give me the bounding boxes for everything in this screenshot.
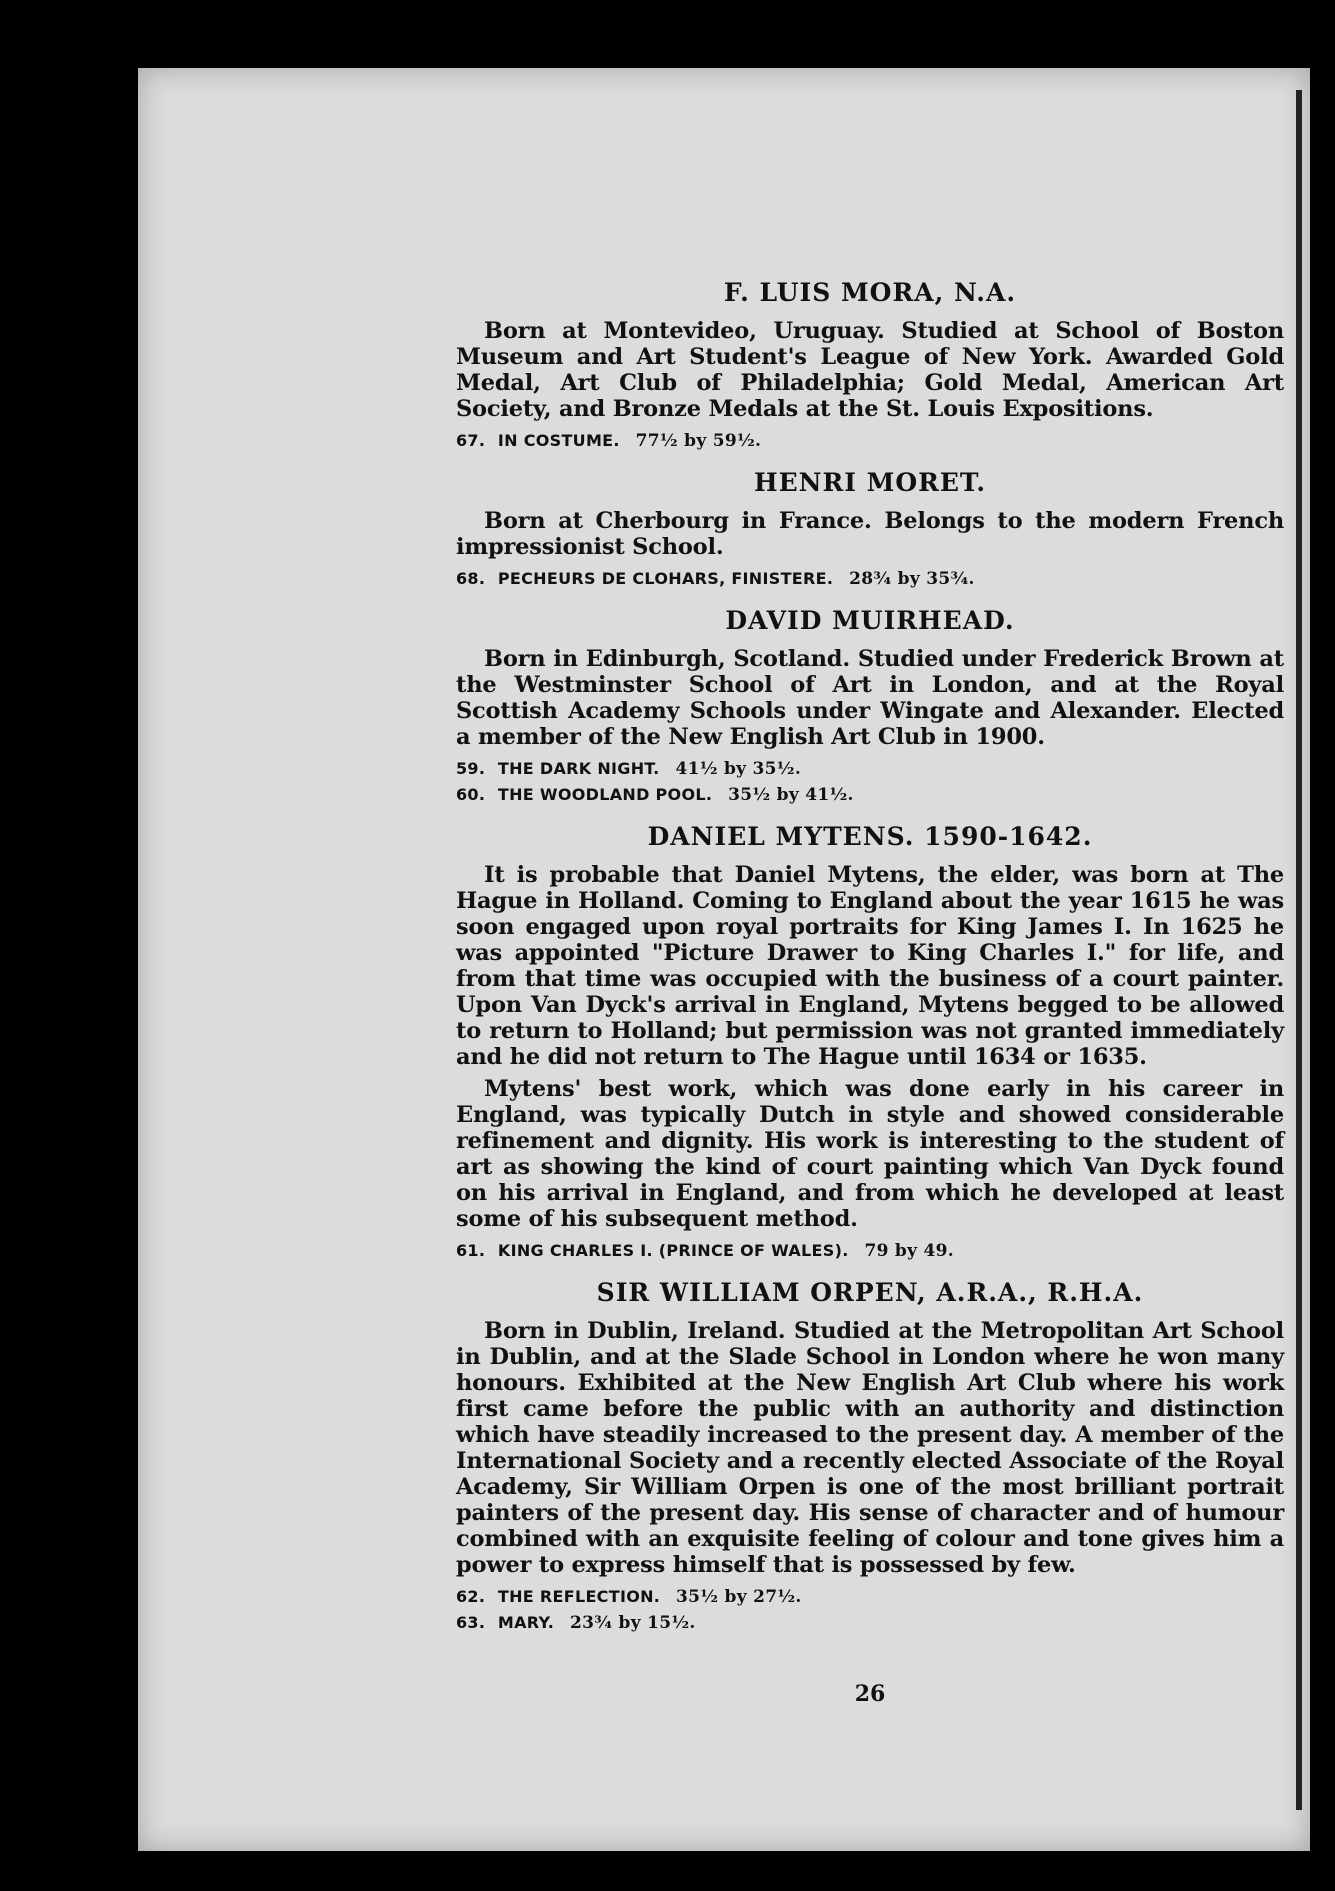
artist-entry-mora <box>456 278 1284 454</box>
artist-bio: Born at Cherbourg in France. Belongs to the modern French impressionist School. <box>456 508 1284 560</box>
work-number: 63. <box>456 1613 486 1632</box>
work-number: 61. <box>456 1241 486 1260</box>
work-title: THE WOODLAND POOL. <box>497 785 713 804</box>
work-item <box>456 782 1284 808</box>
catalog-page <box>138 68 1310 1851</box>
work-title: THE REFLECTION. <box>497 1587 661 1606</box>
artist-name: F. LUIS MORA, N.A. <box>723 278 1017 307</box>
page-content <box>456 278 1284 1707</box>
works-list <box>456 428 1284 454</box>
work-title: THE DARK NIGHT. <box>497 759 660 778</box>
work-item <box>456 428 1284 454</box>
works-list <box>456 756 1284 808</box>
work-item <box>456 1584 1284 1610</box>
work-dimensions: 35½ by 41½. <box>728 785 854 805</box>
works-list <box>456 566 1284 592</box>
artist-name: DANIEL MYTENS. 1590-1642. <box>647 822 1093 851</box>
works-list <box>456 1584 1284 1636</box>
work-item <box>456 756 1284 782</box>
work-number: 62. <box>456 1587 486 1606</box>
work-dimensions: 28¾ by 35¾. <box>849 569 975 589</box>
work-item <box>456 1238 1284 1264</box>
work-title: KING CHARLES I. (PRINCE OF WALES). <box>497 1241 849 1260</box>
artist-bio: Born at Montevideo, Uruguay. Studied at School of Boston Museum and Art Student's League of New York. Awarded Gold Medal, Art Club of Philadelphia; Gold Medal, American Art Society, and Bronze Medals at the St. Louis Expositions. <box>456 318 1284 422</box>
artist-bio: Born in Dublin, Ireland. Studied at the Metropolitan Art School in Dublin, and at the Slade School in London where he won many honours. Exhibited at the New English Art Club where his work first came before the public with an authority and distinction which have steadily increased to the present day. A member of the International Society and a recently elected Associate of the Royal Academy, Sir William Orpen is one of the most brilliant portrait painters of the present day. His sense of character and of humour combined with an exquisite feeling of colour and tone gives him a power to express himself that is possessed by few. <box>456 1318 1284 1578</box>
artist-entry-moret <box>456 468 1284 592</box>
work-title: PECHEURS DE CLOHARS, FINISTERE. <box>497 569 834 588</box>
artist-entry-mytens <box>456 822 1284 1264</box>
work-dimensions: 79 by 49. <box>864 1241 954 1261</box>
works-list <box>456 1238 1284 1264</box>
artist-entry-muirhead <box>456 606 1284 808</box>
work-item <box>456 1610 1284 1636</box>
work-title: IN COSTUME. <box>497 431 620 450</box>
work-number: 67. <box>456 431 486 450</box>
artist-name: HENRI MORET. <box>753 468 987 497</box>
artist-entry-orpen <box>456 1278 1284 1636</box>
work-dimensions: 41½ by 35½. <box>675 759 802 779</box>
work-title: MARY. <box>497 1613 555 1632</box>
artist-bio: It is probable that Daniel Mytens, the elder, was born at The Hague in Holland. Coming to England about the year 1615 he was soon engaged upon royal portraits for King James I. In 1625 he was appointed "Picture Drawer to King Charles I." for life, and from that time was occupied with the business of a court painter. Upon Van Dyck's arrival in England, Mytens begged to be allowed to return to Holland; but permission was not granted immediately and he did not return to The Hague until 1634 or 1635. <box>456 862 1284 1070</box>
work-dimensions: 23¾ by 15½. <box>570 1613 696 1633</box>
artist-bio: Born in Edinburgh, Scotland. Studied under Frederick Brown at the Westminster School of Art in London, and at the Royal Scottish Academy Schools under Wingate and Alexander. Elected a member of the New English Art Club in 1900. <box>456 646 1284 750</box>
work-item <box>456 566 1284 592</box>
artist-name: DAVID MUIRHEAD. <box>725 606 1015 635</box>
work-dimensions: 35½ by 27½. <box>676 1587 802 1607</box>
work-number: 59. <box>456 759 486 778</box>
page-number: 26 <box>854 1681 886 1707</box>
artist-name: SIR WILLIAM ORPEN, A.R.A., R.H.A. <box>596 1278 1144 1307</box>
work-number: 60. <box>456 785 486 804</box>
work-number: 68. <box>456 569 486 588</box>
work-dimensions: 77½ by 59½. <box>635 431 762 451</box>
page-edge-shadow <box>1296 90 1302 1810</box>
artist-bio-continued: Mytens' best work, which was done early in his career in England, was typically Dutch in style and showed considerable refinement and dignity. His work is interesting to the student of art as showing the kind of court painting which Van Dyck found on his arrival in England, and from which he developed at least some of his subsequent method. <box>456 1076 1284 1232</box>
